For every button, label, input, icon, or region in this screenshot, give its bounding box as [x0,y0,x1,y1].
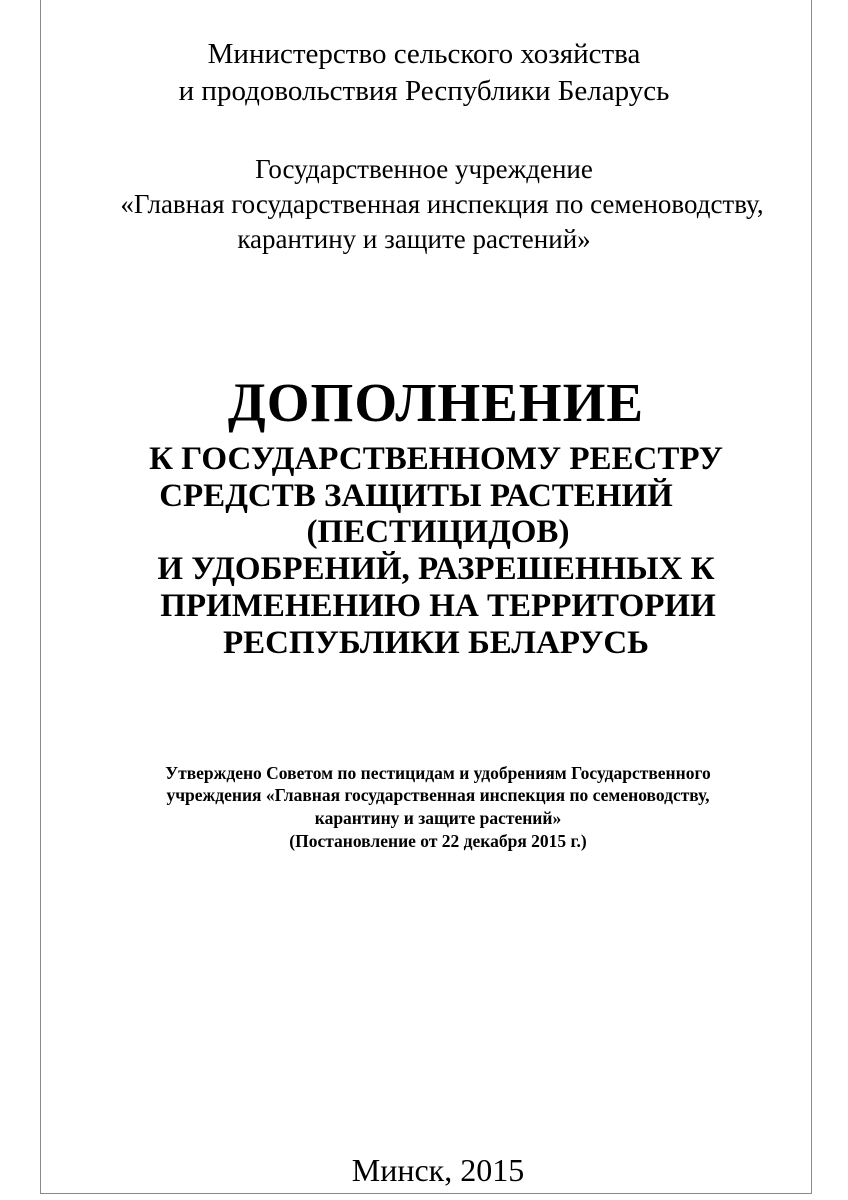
approval-line-3: карантину и защите растений» [314,808,562,828]
approval-line-1: Утверждено Советом по пестицидам и удобрениям Государственного [165,763,711,783]
ministry-name-line-2: и продовольствия Республики Беларусь [178,75,670,107]
institution-type: Государственное учреждение [255,154,593,184]
approval-line-4: (Постановление от 22 декабря 2015 г.) [289,831,587,851]
institution-name-line-2: карантину и защите растений» [237,224,591,254]
approval-line-2: учреждения «Главная государственная инспекция по семеноводству, [166,785,710,805]
document-title: ДОПОЛНЕНИЕ [227,372,645,433]
subtitle-line-6: РЕСПУБЛИКИ БЕЛАРУСЬ [222,625,649,661]
ministry-name-line-1: Министерство сельского хозяйства [207,38,641,70]
place-and-year: Минск, 2015 [351,1152,525,1188]
subtitle-line-1: К ГОСУДАРСТВЕННОМУ РЕЕСТРУ [149,441,723,477]
institution-name-line-1: «Главная государственная инспекция по семеноводству, [120,189,764,219]
subtitle-line-2: СРЕДСТВ ЗАЩИТЫ РАСТЕНИЙ [159,478,673,514]
subtitle-line-3: (ПЕСТИЦИДОВ) [306,514,570,550]
subtitle-line-4: И УДОБРЕНИЙ, РАЗРЕШЕННЫХ К [157,551,715,587]
subtitle-line-5: ПРИМЕНЕНИЮ НА ТЕРРИТОРИИ [160,588,716,624]
